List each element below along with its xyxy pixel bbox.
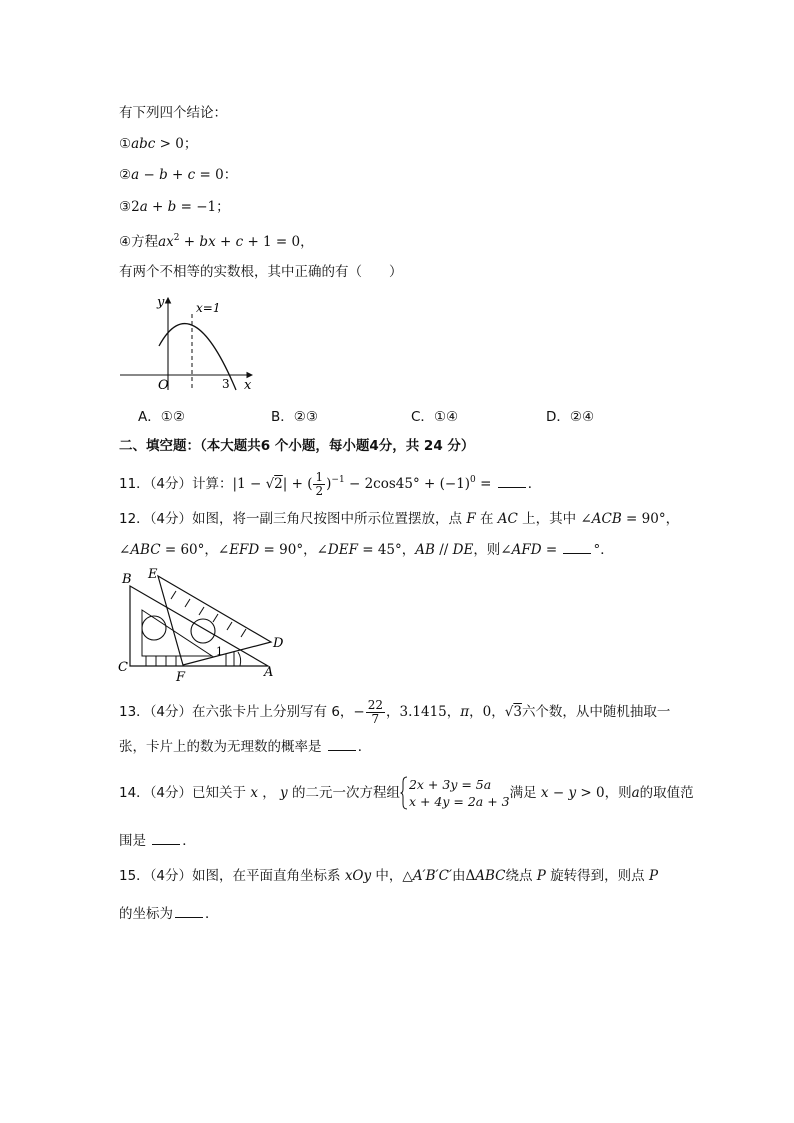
q15-text-f: 的坐标为 <box>119 906 173 922</box>
label-angle-1: 1 <box>216 645 223 658</box>
q14-text-a: 已知关于 <box>192 785 247 801</box>
conclusion-4-tail: ， <box>300 234 314 250</box>
option-a-value: ①② <box>160 409 185 425</box>
option-c-value: ①④ <box>433 409 459 425</box>
q15-text-e: 旋转得到，则点 <box>550 868 645 884</box>
q15-line1: 15．（4分）如图，在平面直角坐标系 xOy 中，△A′B′C′由ΔABC绕点 P 旋转得到，则点 P <box>119 868 659 884</box>
q11: 11．（4分）计算：|1 − √2| + ( $\frac{1}{2}$ )$^{-1} - 2\cos 45^\circ + (-1)^0$ = ． <box>119 469 542 498</box>
q12-line2: ∠ABC = 60°，∠EFD = 90°，∠DEF = 45°，AB // DE，则∠AFD = °． <box>119 542 614 558</box>
q14-line2: 围是 ． <box>119 833 196 849</box>
conclusion-3: ③2a + b = −1； <box>119 199 230 215</box>
label-e: E <box>148 567 158 582</box>
q15-text-a: 如图，在平面直角坐标系 <box>192 868 341 884</box>
ruler-ticks <box>171 591 246 637</box>
q12-text-then: ，则 <box>473 542 501 558</box>
q12-number: 12． <box>119 511 150 527</box>
q11-number: 11． <box>119 476 150 492</box>
option-d-letter: D． <box>546 409 570 425</box>
conclusion-2-marker: ② <box>119 167 132 183</box>
triangle-efd-hole <box>191 619 215 643</box>
q12-text-a: 如图，将一副三角尺按图中所示位置摆放，点 <box>192 511 463 527</box>
conclusion-1-marker: ① <box>119 136 132 152</box>
intro-text: 有下列四个结论： <box>119 105 227 121</box>
y-axis-label: y <box>157 295 165 310</box>
q15-answer-blank[interactable] <box>175 905 203 918</box>
conclusion-4-prefix: 方程 <box>131 234 159 250</box>
label-c: C <box>118 660 128 675</box>
q14-line1: 14．（4分）已知关于 x ， y 的二元一次方程组 2x + 3y = 5a x + 4y = 2a + 3 满足 x − y > 0，则a的取值范 <box>119 777 694 809</box>
q14-equation-system: 2x + 3y = 5a x + 4y = 2a + 3 <box>400 776 510 810</box>
q12-score: （4分） <box>149 511 193 527</box>
option-b-value: ②③ <box>293 409 318 425</box>
conclusion-2: ②a − b + c = 0： <box>119 167 238 183</box>
q12-line1: 12．（4分）如图，将一副三角尺按图中所示位置摆放，点 F 在 AC 上，其中 ∠ACB = 90°， <box>119 511 680 527</box>
label-f: F <box>176 670 186 684</box>
q11-score: （4分） <box>149 476 193 492</box>
conclusion-4-marker: ④ <box>119 234 132 250</box>
q15-text-c: 由 <box>452 868 466 884</box>
origin-label: O <box>158 378 169 392</box>
conclusion-3-marker: ③ <box>119 199 132 215</box>
q13-answer-blank[interactable] <box>328 738 356 751</box>
q10-stem: 有两个不相等的实数根，其中正确的有（ ） <box>119 264 403 280</box>
option-c-letter: C． <box>411 409 434 425</box>
conclusion-2-tail: ： <box>223 167 238 183</box>
q12-answer-blank[interactable] <box>563 541 591 554</box>
q15-number: 15． <box>119 868 150 884</box>
option-b[interactable] <box>271 405 318 425</box>
q15-line2: 的坐标为 ． <box>119 906 219 922</box>
angle-1-arc <box>238 652 241 666</box>
q14-text-f: 围是 <box>119 833 146 849</box>
q11-text: 计算： <box>192 476 233 492</box>
q15-text-d: 绕点 <box>505 868 533 884</box>
q13-number: 13． <box>119 704 150 720</box>
q13-text-b: 六个数，从中随机抽取一 <box>521 704 671 720</box>
conclusion-1-expr: abc <box>131 136 156 152</box>
label-d: D <box>273 636 284 651</box>
q13-line1: 13．（4分）在六张卡片上分别写有 6，− $\frac{22}{7}$ ，3.1415，π，0，√3六个数，从中随机抽取一 <box>119 697 671 726</box>
label-a: A <box>264 665 274 680</box>
label-b: B <box>122 572 132 587</box>
q12-unit: °． <box>593 542 614 558</box>
q13-score: （4分） <box>149 704 193 720</box>
option-d[interactable] <box>546 405 594 425</box>
q13-text-a: 在六张卡片上分别写有 6， <box>192 704 354 720</box>
q15-text-b: 中，△ <box>375 868 413 884</box>
q14-text-e: 的取值范 <box>639 785 694 801</box>
symmetry-axis-label: x=1 <box>196 301 221 315</box>
conclusion-1: ①abc > 0； <box>119 136 198 152</box>
x-axis-label: x <box>244 378 252 392</box>
q14-text-d: ，则 <box>604 785 632 801</box>
triangle-abc <box>130 586 268 666</box>
option-b-letter: B． <box>271 409 294 425</box>
q13-line2: 张，卡片上的数为无理数的概率是 ． <box>119 739 372 755</box>
option-a[interactable] <box>138 405 185 425</box>
section-title: 二、填空题：（本大题共6 个小题，每小题4分，共 24 分） <box>119 438 475 454</box>
q13-text-c: 张，卡片上的数为无理数的概率是 <box>119 739 322 755</box>
q14-score: （4分） <box>149 785 193 801</box>
q14-number: 14． <box>119 785 150 801</box>
option-c[interactable] <box>411 405 458 425</box>
q12-text-c: 上，其中 <box>522 511 577 527</box>
conclusion-1-tail: ； <box>183 136 198 152</box>
q12-triangle-figure <box>116 566 291 684</box>
q10-parabola-graph <box>118 292 258 392</box>
triangle-abc-hole <box>142 616 166 640</box>
q14-text-b: 的二元一次方程组 <box>291 785 400 801</box>
q14-text-c: 满足 <box>509 785 537 801</box>
option-a-letter: A． <box>138 409 161 425</box>
q11-answer-blank[interactable] <box>498 475 526 488</box>
q14-answer-blank[interactable] <box>152 832 180 845</box>
conclusion-3-tail: ； <box>216 199 230 215</box>
conclusion-4: ④方程$ax^2$ + bx + c + 1 = 0， <box>119 233 314 250</box>
root-label: 3 <box>222 377 230 391</box>
q12-text-b: 在 <box>479 511 494 527</box>
option-d-value: ②④ <box>569 409 595 425</box>
triangle-abc-inner <box>142 610 212 656</box>
q15-score: （4分） <box>149 868 193 884</box>
